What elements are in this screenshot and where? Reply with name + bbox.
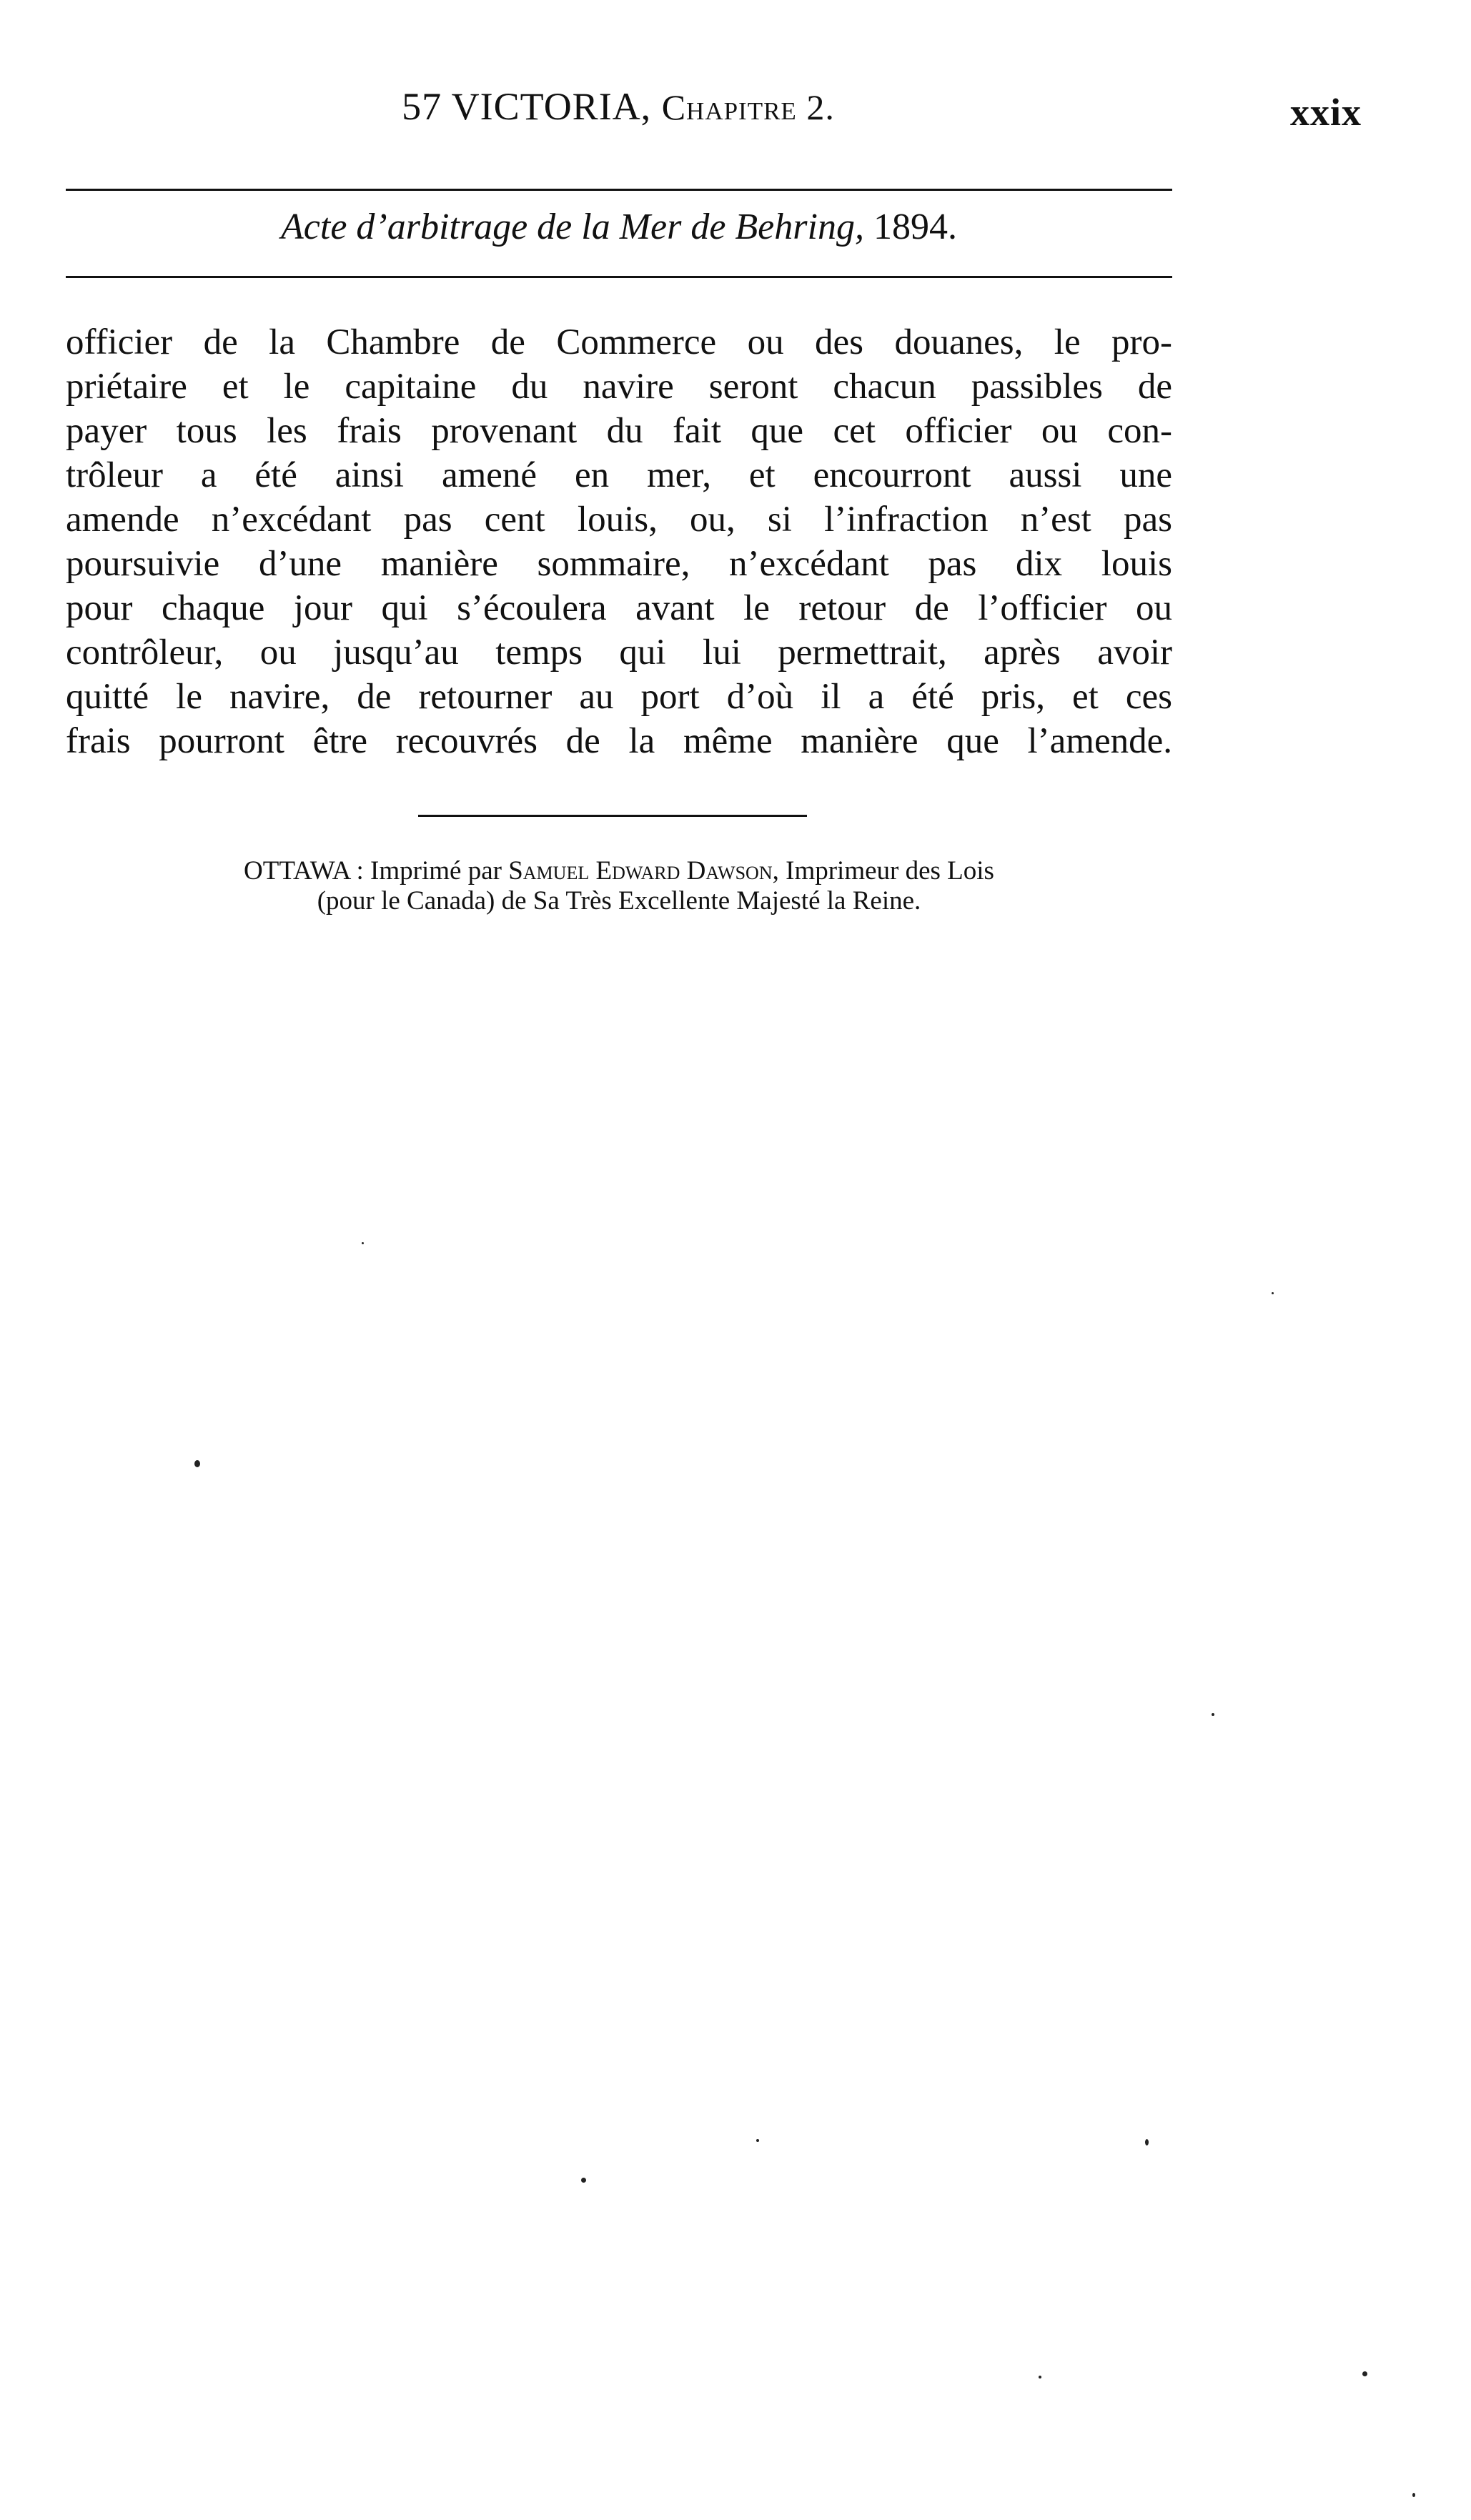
end-rule	[418, 815, 807, 817]
scan-speck	[194, 1460, 200, 1467]
imprint-line-1	[66, 856, 1172, 886]
scan-speck	[581, 2178, 586, 2183]
act-title-year: 1894.	[873, 207, 957, 247]
scan-speck	[1212, 1713, 1214, 1716]
act-title-text: Acte d’arbitrage de la Mer de Behring,	[281, 207, 864, 247]
page-number: xxix	[1290, 91, 1362, 134]
body-line: payer tous les frais provenant du fait que cet officier ou con-	[66, 411, 1172, 451]
body-line: quitté le navire, de retourner au port d’où il a été pris, et ces	[66, 677, 1172, 717]
body-line: amende n’excédant pas cent louis, ou, si l’infraction n’est pas	[66, 500, 1172, 540]
scan-speck	[362, 1242, 364, 1244]
body-paragraph	[66, 320, 1172, 763]
scan-speck	[1272, 1292, 1274, 1294]
imprint-printer-name: Samuel Edward Dawson	[508, 856, 773, 886]
running-title-chapter: Chapitre 2.	[661, 87, 835, 127]
body-line: priétaire et le capitaine du navire seront chacun passibles de	[66, 367, 1172, 407]
imprint	[66, 856, 1172, 916]
imprint-line-2: (pour le Canada) de Sa Très Excellente Majesté la Reine.	[317, 886, 921, 916]
body-line: poursuivie d’une manière sommaire, n’excédant pas dix louis	[66, 544, 1172, 584]
imprint-suffix: , Imprimeur des Lois	[772, 856, 994, 886]
body-line: frais pourront être recouvrés de la même manière que l’amende.	[66, 721, 1172, 761]
act-title	[66, 206, 1172, 248]
header-rule-bottom	[66, 276, 1172, 278]
header-rule-top	[66, 189, 1172, 191]
scan-speck	[756, 2139, 759, 2142]
running-title-main: 57 VICTORIA,	[402, 85, 652, 128]
body-line: trôleur a été ainsi amené en mer, et encourront aussi une	[66, 455, 1172, 495]
scan-speck	[1145, 2139, 1149, 2146]
scan-speck	[1362, 2371, 1367, 2376]
scan-speck	[1412, 2493, 1415, 2497]
scan-speck	[1039, 2376, 1041, 2378]
body-line: officier de la Chambre de Commerce ou des douanes, le pro-	[66, 322, 1172, 362]
running-head	[0, 84, 1471, 149]
running-title	[64, 84, 1172, 129]
imprint-prefix: OTTAWA : Imprimé par	[244, 856, 502, 886]
body-line: contrôleur, ou jusqu’au temps qui lui permettrait, après avoir	[66, 633, 1172, 673]
body-line: pour chaque jour qui s’écoulera avant le retour de l’officier ou	[66, 588, 1172, 628]
